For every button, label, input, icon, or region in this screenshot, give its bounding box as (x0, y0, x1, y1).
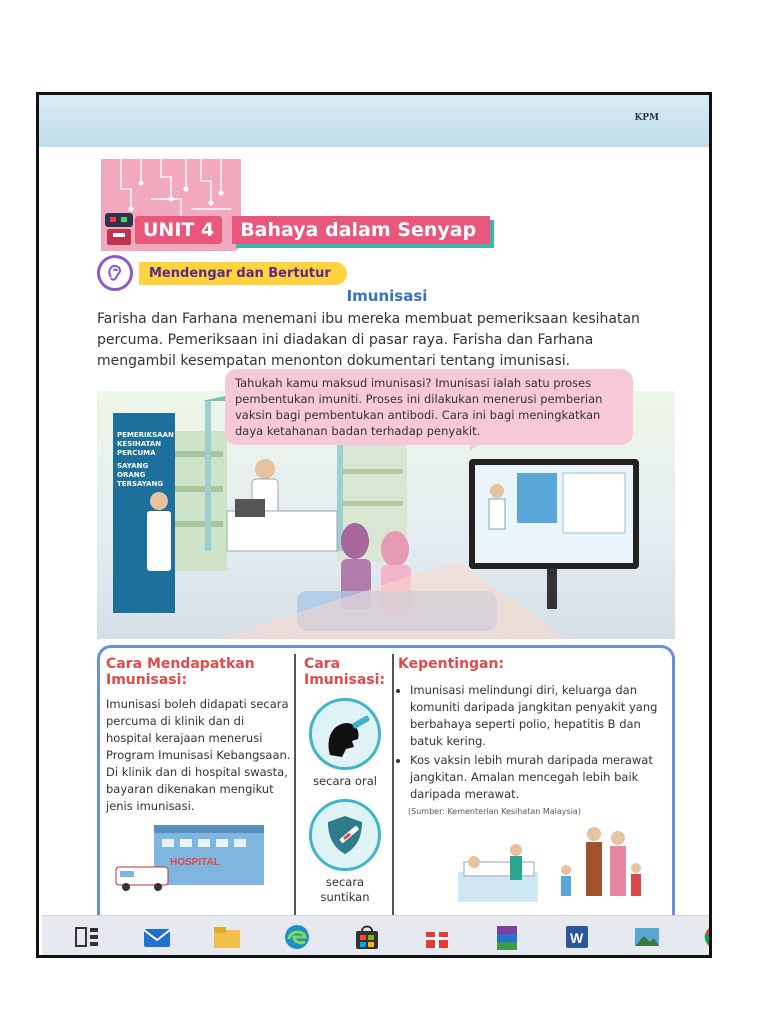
banner-line: KESIHATAN (117, 440, 162, 448)
intro-paragraph: Farisha dan Farhana menemani ibu mereka membuat pemeriksaan kesihatan percuma. Pemeriksaan ini diadakan di pasar raya. Farisha dan Farhana mengambil kesempatan menonton dokumentari tentang imunisasi. (97, 311, 640, 369)
injection-method-label: secara suntikan (320, 875, 370, 904)
store-icon[interactable] (352, 922, 382, 952)
how-to-get-column (106, 656, 292, 897)
unit-title: Bahaya dalam Senyap (232, 216, 490, 244)
textbook-page (97, 159, 677, 929)
mail-icon[interactable] (142, 922, 172, 952)
section-title: Imunisasi (346, 287, 428, 305)
how-to-get-heading: Cara Mendapatkan Imunisasi: (106, 656, 255, 688)
document-window (36, 92, 712, 958)
word-icon[interactable] (562, 922, 592, 952)
taskbar (42, 915, 712, 957)
hospital-sign: HOSPITAL (170, 857, 220, 868)
speech-bubble: Tahukah kamu maksud imunisasi? Imunisasi ialah satu proses pembentukan imuniti. Proses ini dilakukan menerusi pemberian vaksin bagi pembentukan antibodi. Cara ini bagi meningkatkan daya ketahanan badan terhadap penyakit. (225, 369, 633, 445)
methods-heading: Cara Imunisasi: (304, 656, 386, 688)
robot-mascot-icon (101, 209, 137, 247)
how-to-get-body: Imunisasi boleh didapati secara percuma di klinik dan di hospital kerajaan menerusi Program Imunisasi Kebangsaan. Di klinik dan di hospital swasta, bayaran dikenakan mengikut jenis imunisasi. (106, 697, 291, 813)
unit-banner (135, 213, 490, 247)
activity-header (97, 255, 347, 291)
oral-method-icon (309, 698, 381, 770)
banner-line: PEMERIKSAAN (117, 431, 174, 439)
importance-column (398, 656, 670, 922)
file-explorer-icon[interactable] (212, 922, 242, 952)
importance-list (398, 682, 670, 803)
injection-method-icon (309, 799, 381, 871)
column-divider (392, 654, 394, 924)
activity-label: Mendengar dan Bertutur (139, 262, 347, 285)
unit-number: UNIT 4 (135, 216, 222, 244)
chrome-icon[interactable] (702, 922, 712, 952)
oral-method-label: secara oral (313, 774, 377, 788)
photos-icon[interactable] (632, 922, 662, 952)
page-header-strip (39, 95, 709, 147)
family-illustration (398, 822, 648, 918)
importance-point: • Kos vaksin lebih murah daripada merawat jangkitan. Amalan mencegah lebih baik daripada merawat. (410, 752, 670, 803)
banner-line: TERSAYANG (117, 480, 164, 488)
gift-icon[interactable] (422, 922, 452, 952)
ear-icon (97, 255, 133, 291)
health-check-banner (117, 431, 174, 489)
column-divider (294, 654, 296, 924)
task-view-icon[interactable] (72, 922, 102, 952)
importance-point: • Imunisasi melindungi diri, keluarga dan komuniti daripada jangkitan penyakit yang berbahaya seperti polio, hepatitis B dan batuk kering. (410, 682, 670, 750)
banner-line: SAYANG (117, 462, 149, 470)
publisher-label: KPM (634, 113, 659, 123)
winrar-icon[interactable] (492, 922, 522, 952)
hospital-illustration (106, 821, 276, 893)
methods-column (302, 656, 388, 905)
source-citation: (Sumber: Kementerian Kesihatan Malaysia) (408, 807, 581, 816)
immunisation-info-box (97, 645, 675, 935)
svg-text:W: W (570, 929, 584, 946)
banner-line: ORANG (117, 471, 146, 479)
banner-line: PERCUMA (117, 449, 156, 457)
edge-icon[interactable] (282, 922, 312, 952)
importance-heading: Kepentingan: (398, 656, 505, 672)
